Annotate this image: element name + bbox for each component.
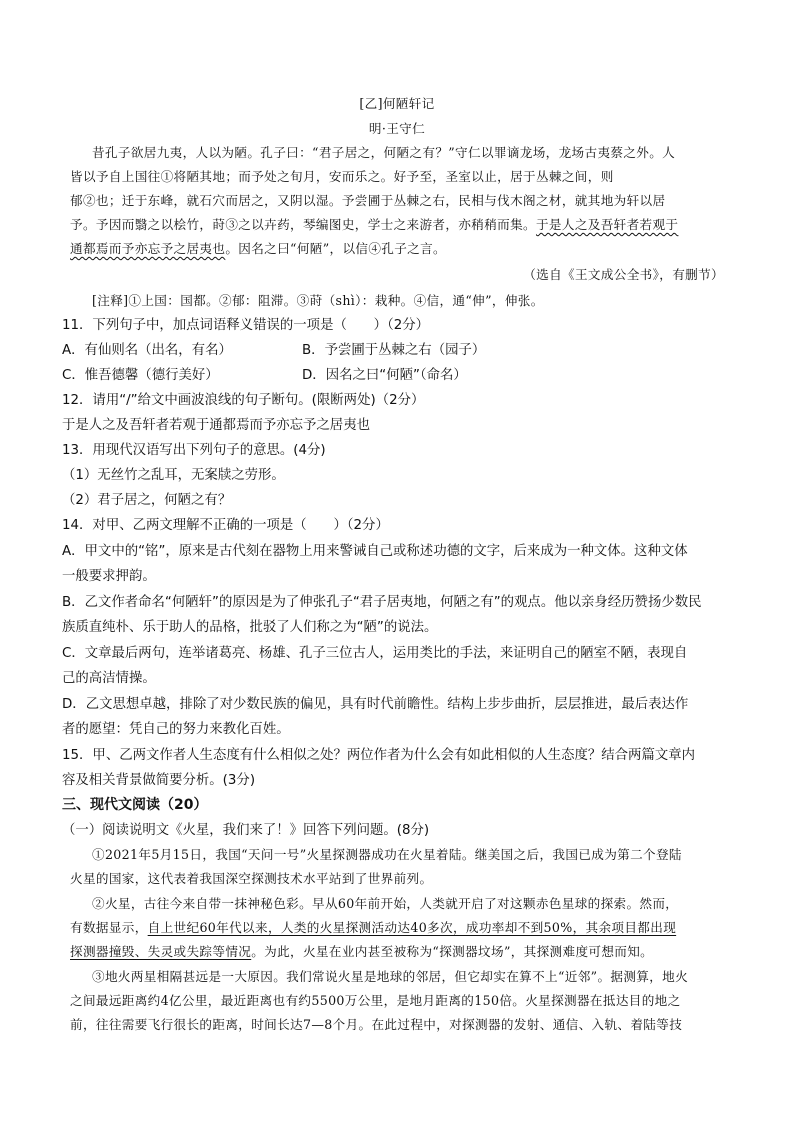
q11-option-b: B．予尝圃于丛棘之右（园子） (302, 343, 486, 358)
question-15-stem-cont: 容及相关背景做简要分析。(3分) (62, 773, 256, 788)
passage-line: 郁②也；迁于东峰，就石穴而居之，又阴以湿。予尝圃于丛棘之右，民相与伐木阁之材，就其地为轩以居 (70, 193, 666, 208)
passage-title: [乙]何陋轩记 (359, 96, 435, 111)
underlined-text: 探测器撞毁、失灵或失踪等情况 (70, 944, 252, 959)
wavy-underlined-text: 通都焉而予亦忘予之居夷也 (70, 241, 226, 256)
q11-option-a: A．有仙则名（出名，有名） (62, 343, 232, 358)
article-line: 之间最远距离约4亿公里，最近距离也有约5500万公里，是地月距离的150倍。火星探测器在抵达目的地之 (70, 993, 681, 1008)
article-line: ②火星，古往今来自带一抹神秘色彩。早从60年前开始，人类就开启了对这颗赤色星球的探索。然而， (92, 896, 679, 911)
passage-text: 予。予因而翳之以桧竹，莳③之以卉药，琴编图史，学士之来游者，亦稍稍而集。 (70, 217, 536, 232)
q14-option-d: D．乙文思想卓越，排除了对少数民族的偏见，具有时代前瞻性。结构上步步曲折，层层推进，最后表达作 (62, 697, 689, 712)
passage-line: 昔孔子欲居九夷，人以为陋。孔子曰：“君子居之，何陋之有？”守仁以罪谪龙场，龙场古夷蔡之外。人 (92, 145, 676, 160)
article-text: 有数据显示， (70, 920, 148, 935)
question-14-stem: 14．对甲、乙两文理解不正确的一项是（ ）（2分） (62, 518, 389, 533)
annotation-notes: [注释]①上国：国都。②郁：阻滞。③莳（shì）：栽种。④信，通“伸”，伸张。 (92, 293, 544, 308)
question-11-stem: 11．下列句子中，加点词语释义错误的一项是（ ）（2分） (62, 318, 430, 333)
article-text: 。为此，火星在业内甚至被称为“探测器坟场”，其探测难度可想而知。 (251, 944, 654, 959)
article-line: 火星的国家，这代表着我国深空探测技术水平站到了世界前列。 (70, 871, 433, 886)
passage-line: 皆以予自上国往①将陋其地；而予处之旬月，安而乐之。好予至，圣室以止，居于丛棘之间，则 (70, 169, 614, 184)
underlined-text: 自上世纪60年代以来，人类的火星探测活动达40多次，成功率却不到50%，其余项目都出现 (147, 920, 677, 935)
wavy-underlined-text: 于是人之及吾轩者若观于 (535, 217, 679, 232)
question-12-stem: 12．请用“/”给文中画波浪线的句子断句。(限断两处)（2分） (62, 393, 425, 408)
q14-option-a: A．甲文中的“铭”，原来是古代刻在器物上用来警诫自己或称述功德的文字，后来成为一种文体。这种文体 (62, 544, 688, 559)
passage-line (70, 238, 446, 257)
q14-option-c: C．文章最后两句，连举诸葛亮、杨雄、孔子三位古人，运用类比的手法，来证明自己的陋室不陋，表现自 (62, 646, 688, 661)
q11-option-d: D．因名之曰“何陋”（命名） (302, 368, 467, 383)
question-13-sentence-2: （2）君子居之，何陋之有？ (62, 493, 232, 508)
passage-author: 明·王守仁 (368, 121, 426, 136)
q14-option-a-cont: 一般要求押韵。 (62, 569, 156, 584)
article-line: ③地火两星相隔甚远是一大原因。我们常说火星是地球的邻居，但它却实在算不上“近邻”。据测算，地火 (92, 969, 689, 984)
passage-text: 。因名之曰“何陋”，以信④孔子之言。 (225, 241, 447, 256)
passage-line (70, 214, 678, 233)
section-subheading: （一）阅读说明文《火星，我们来了！》回答下列问题。(8分) (62, 823, 430, 838)
question-12-sentence: 于是人之及吾轩者若观于通都焉而予亦忘予之居夷也 (62, 418, 370, 433)
article-line (70, 917, 676, 936)
section-heading: 三、现代文阅读（20） (62, 797, 208, 813)
article-line: ①2021年5月15日，我国“天问一号”火星探测器成功在火星着陆。继美国之后，我国已成为第二个登陆 (92, 847, 682, 862)
q14-option-c-cont: 己的高洁情操。 (62, 671, 156, 686)
question-13-stem: 13．用现代汉语写出下列句子的意思。(4分) (62, 443, 326, 458)
q11-option-c: C．惟吾德馨（德行美好） (62, 368, 219, 383)
question-13-sentence-1: （1）无丝竹之乱耳，无案牍之劳形。 (62, 468, 285, 483)
article-line: 前，往往需要飞行很长的距离，时间长达7—8个月。在此过程中，对探测器的发射、通信、入轨、着陆等技 (70, 1017, 683, 1032)
q14-option-b: B．乙文作者命名“何陋轩”的原因是为了伸张孔子“君子居夷地，何陋之有”的观点。他以亲身经历赞扬少数民 (62, 595, 702, 610)
article-line (70, 941, 653, 960)
question-15-stem: 15．甲、乙两文作者人生态度有什么相似之处？两位作者为什么会有如此相似的人生态度？结合两篇文章内 (62, 748, 696, 763)
q14-option-b-cont: 族质直纯朴、乐于助人的品格，批驳了人们称之为“陋”的说法。 (62, 620, 438, 635)
passage-source: （选自《王文成公全书》，有删节） (523, 267, 724, 282)
q14-option-d-cont: 者的愿望：凭自己的努力来教化百姓。 (62, 722, 290, 737)
